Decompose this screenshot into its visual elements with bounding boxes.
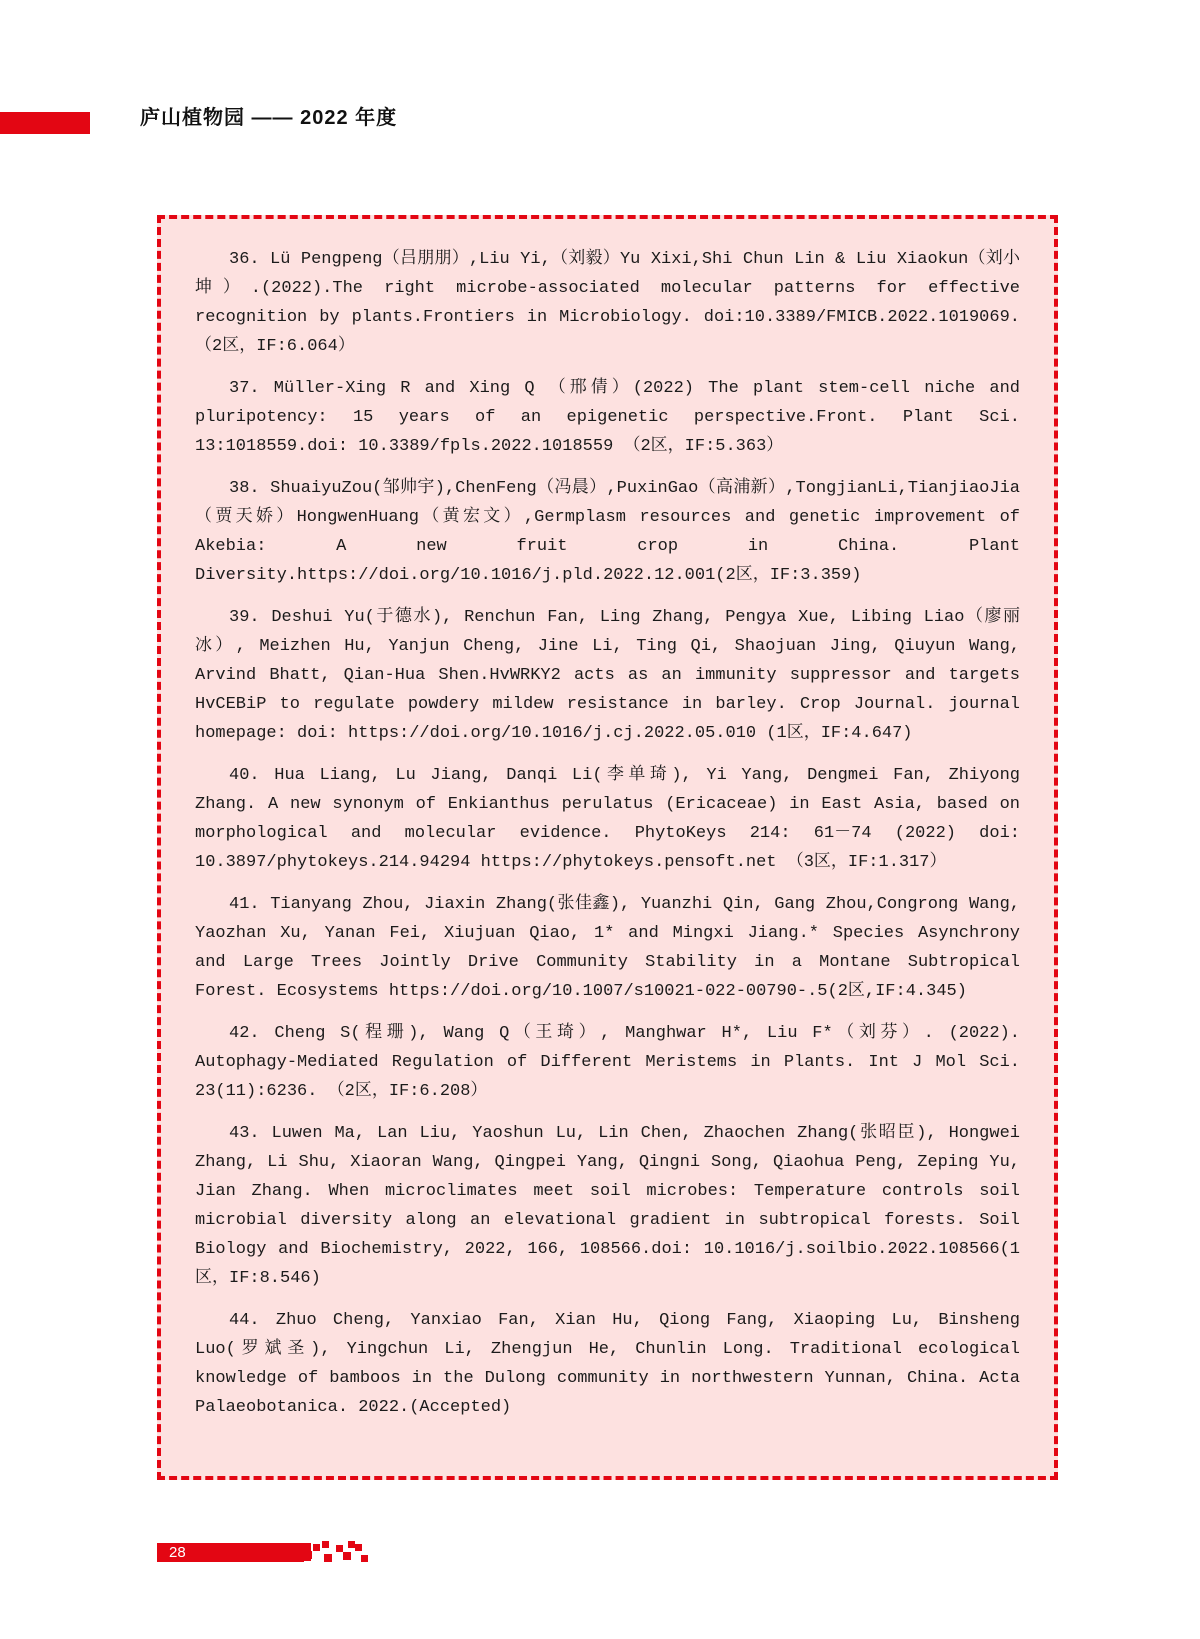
reference-item-37: 37. Müller-Xing R and Xing Q （邢倩）(2022) The plant stem-cell niche and pluripotency: 15 years of an epigenetic perspective.Front. Plant Sci. 13:1018559.doi: 10.3389/fpls.2022.1018559 （2区，IF:5.363） — [195, 379, 1020, 456]
reference-item-44: 44. Zhuo Cheng, Yanxiao Fan, Xian Hu, Qiong Fang, Xiaoping Lu, Binsheng Luo(罗斌圣), Yingchun Li, Zhengjun He, Chunlin Long. Traditional ecological knowledge of bamboos in the Dulong community in northwestern Yunnan, China. Acta Palaeobotanica. 2022.(Accepted) — [195, 1311, 1020, 1417]
page-header-title: 庐山植物园 —— 2022 年度 — [140, 107, 398, 129]
reference-item-36: 36. Lü Pengpeng（吕朋朋）,Liu Yi,（刘毅）Yu Xixi,Shi Chun Lin & Liu Xiaokun（刘小坤）.(2022).The right microbe-associated molecular patterns for effective recognition by plants.Frontiers in Microbiology. doi:10.3389/FMICB.2022.1019069. （2区，IF:6.064） — [195, 250, 1020, 356]
reference-item-41: 41. Tianyang Zhou, Jiaxin Zhang(张佳鑫), Yuanzhi Qin, Gang Zhou,Congrong Wang, Yaozhan Xu, Yanan Fei, Xiujuan Qiao, 1* and Mingxi Jiang.* Species Asynchrony and Large Trees Jointly Drive Community Stability in a Montane Subtropical Forest. Ecosystems https://doi.org/10.1007/s10021-022-00790-.5(2区,IF:4.345) — [195, 895, 1020, 1001]
reference-item-38: 38. ShuaiyuZou(邹帅宇),ChenFeng（冯晨）,PuxinGao（高浦新）,TongjianLi,TianjiaoJia（贾天娇）HongwenHuang（黄宏文）,Germplasm resources and genetic improvement of Akebia: A new fruit crop in China. Plant Diversity.https://doi.org/10.1016/j.pld.2022.12.001(2区，IF:3.359) — [195, 479, 1020, 585]
reference-item-42: 42. Cheng S(程珊), Wang Q（王琦）, Manghwar H*, Liu F*（刘芬）. (2022). Autophagy-Mediated Regulation of Different Meristems in Plants. Int J Mol Sci. 23(11):6236. （2区，IF:6.208） — [195, 1024, 1020, 1101]
reference-item-39: 39. Deshui Yu(于德水), Renchun Fan, Ling Zhang, Pengya Xue, Libing Liao（廖丽冰）, Meizhen Hu, Yanjun Cheng, Jine Li, Ting Qi, Shaojuan Jing, Qiuyun Wang, Arvind Bhatt, Qian-Hua Shen.HvWRKY2 acts as an immunity suppressor and targets HvCEBiP to regulate powdery mildew resistance in barley. Crop Journal. journal homepage: doi: https://doi.org/10.1016/j.cj.2022.05.010 (1区，IF:4.647) — [195, 608, 1020, 743]
reference-item-40: 40. Hua Liang, Lu Jiang, Danqi Li(李单琦), Yi Yang, Dengmei Fan, Zhiyong Zhang. A new synonym of Enkianthus perulatus (Ericaceae) in East Asia, based on morphological and molecular evidence. PhytoKeys 214: 61－74 (2022) doi: 10.3897/phytokeys.214.94294 https://phytokeys.pensoft.net （3区，IF:1.317） — [195, 766, 1020, 872]
header-red-bar-decoration — [0, 112, 90, 134]
page-number-bar — [157, 1543, 304, 1562]
reference-item-43: 43. Luwen Ma, Lan Liu, Yaoshun Lu, Lin Chen, Zhaochen Zhang(张昭臣), Hongwei Zhang, Li Shu, Xiaoran Wang, Qingpei Yang, Qingni Song, Qiaohua Peng, Zeping Yu, Jian Zhang. When microclimates meet soil microbes: Temperature controls soil microbial diversity along an elevational gradient in subtropical forests. Soil Biology and Biochemistry, 2022, 166, 108566.doi: 10.1016/j.soilbio.2022.108566(1区，IF:8.546) — [195, 1124, 1020, 1288]
page-number: 28 — [169, 1544, 186, 1561]
publications-box — [157, 215, 1058, 1480]
pixel-dissolve-icon — [303, 1539, 375, 1565]
